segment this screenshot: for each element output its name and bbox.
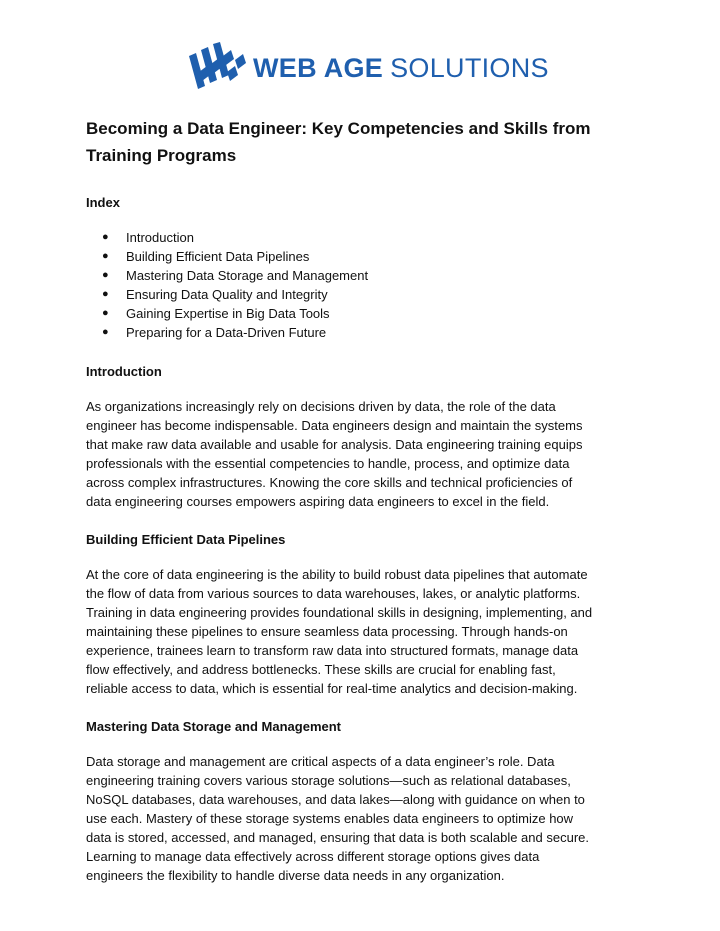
brand-name-light: SOLUTIONS <box>390 53 549 83</box>
bullet-icon: ● <box>102 288 109 300</box>
paragraph-line: Training in data engineering provides foundational skills in designing, implementing, and <box>86 605 593 620</box>
paragraph-line: across complex infrastructures. Knowing the core skills and technical proficiencies of <box>86 475 573 490</box>
paragraph-line: Data storage and management are critical aspects of a data engineer’s role. Data <box>86 754 555 769</box>
index-item-label: Mastering Data Storage and Management <box>126 268 369 283</box>
paragraph-line: engineers the flexibility to handle diverse data needs in any organization. <box>86 868 505 883</box>
bullet-icon: ● <box>102 231 109 243</box>
index-heading: Index <box>86 195 120 210</box>
paragraph-line: use each. Mastery of these storage systems enables data engineers to optimize how <box>86 811 574 826</box>
index-item-label: Preparing for a Data-Driven Future <box>126 325 327 340</box>
index-item <box>102 285 646 304</box>
paragraph-line: experience, trainees learn to transform raw data into structured formats, manage data <box>86 643 579 658</box>
paragraph-line: maintaining these pipelines to ensure seamless data processing. Through hands-on <box>86 624 568 639</box>
index-item <box>102 266 646 285</box>
brand-wordmark <box>253 53 549 83</box>
index-item-label: Gaining Expertise in Big Data Tools <box>126 306 330 321</box>
section-paragraph-pipelines <box>86 565 646 698</box>
section-heading-introduction: Introduction <box>86 364 162 379</box>
document-title-line: Training Programs <box>86 146 237 165</box>
bullet-icon: ● <box>102 326 109 338</box>
index-item <box>102 323 646 342</box>
index-item <box>102 304 646 323</box>
section-paragraph-introduction <box>86 397 646 511</box>
paragraph-line: that make raw data available and usable for analysis. Data engineering training equips <box>86 437 583 452</box>
bullet-icon: ● <box>102 250 109 262</box>
paragraph-line: Learning to manage data effectively across different storage options gives data <box>86 849 540 864</box>
paragraph-line: At the core of data engineering is the ability to build robust data pipelines that automate <box>86 567 588 582</box>
web-age-logo-mark-icon <box>187 42 247 94</box>
bullet-icon: ● <box>102 269 109 281</box>
index-item-label: Introduction <box>126 230 194 245</box>
section-heading-storage: Mastering Data Storage and Management <box>86 719 341 734</box>
paragraph-line: reliable access to data, which is essential for real-time analytics and decision-making. <box>86 681 578 696</box>
index-item <box>102 247 646 266</box>
paragraph-line: data engineering courses empowers aspiring data engineers to excel in the field. <box>86 494 550 509</box>
paragraph-line: engineering training covers various storage solutions—such as relational databases, <box>86 773 571 788</box>
index-item-label: Ensuring Data Quality and Integrity <box>126 287 328 302</box>
document-title <box>86 115 646 169</box>
document-body <box>86 115 646 885</box>
brand-logo <box>187 42 549 94</box>
paragraph-line: NoSQL databases, data warehouses, and data lakes—along with guidance on when to <box>86 792 585 807</box>
paragraph-line: data is stored, accessed, and managed, ensuring that data is both scalable and secure. <box>86 830 589 845</box>
paragraph-line: flow effectively, and address bottlenecks. These skills are crucial for enabling fast, <box>86 662 556 677</box>
paragraph-line: the flow of data from various sources to data warehouses, lakes, or analytic platforms. <box>86 586 581 601</box>
brand-name-bold: WEB AGE <box>253 53 384 83</box>
bullet-icon: ● <box>102 307 109 319</box>
document-title-line: Becoming a Data Engineer: Key Competencies and Skills from <box>86 119 591 138</box>
section-paragraph-storage <box>86 752 646 885</box>
index-item-label: Building Efficient Data Pipelines <box>126 249 310 264</box>
paragraph-line: engineer has become indispensable. Data engineers design and maintain the systems <box>86 418 583 433</box>
paragraph-line: professionals with the essential competencies to handle, process, and optimize data <box>86 456 570 471</box>
section-heading-pipelines: Building Efficient Data Pipelines <box>86 532 286 547</box>
index-list <box>86 228 646 342</box>
paragraph-line: As organizations increasingly rely on decisions driven by data, the role of the data <box>86 399 556 414</box>
index-item <box>102 228 646 247</box>
